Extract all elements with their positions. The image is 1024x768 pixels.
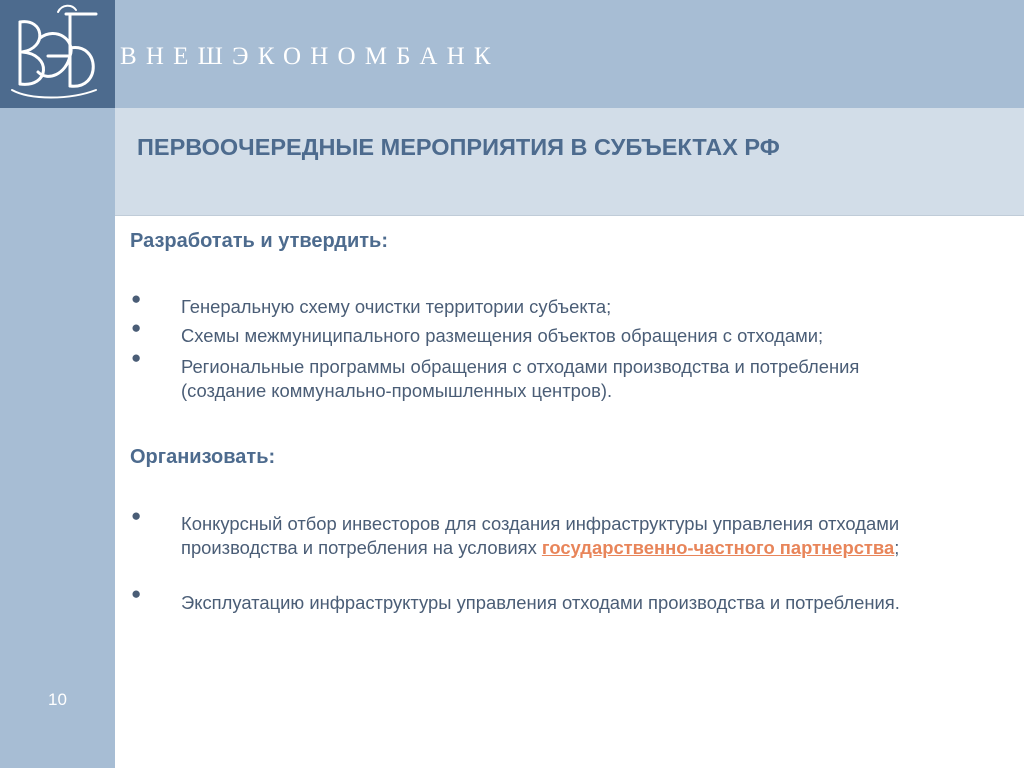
- title-band: [115, 108, 1024, 216]
- list-item: Схемы межмуниципального размещения объектов обращения с отходами;: [181, 325, 824, 346]
- ppp-link[interactable]: государственно-частного партнерства: [541, 537, 895, 558]
- list-item: Генеральную схему очистки территории субъекта;: [181, 296, 612, 317]
- section-heading-organize: Организовать:: [130, 446, 276, 468]
- bullet-icon: ●: [131, 318, 142, 337]
- bullet-icon: ●: [131, 289, 142, 308]
- slide-title: ПЕРВООЧЕРЕДНЫЕ МЕРОПРИЯТИЯ В СУБЪЕКТАХ РФ: [137, 134, 780, 160]
- page-number: 10: [48, 690, 67, 709]
- bullet-icon: ●: [131, 506, 142, 525]
- bullet-icon: ●: [131, 584, 142, 603]
- veb-monogram-icon: [0, 0, 115, 108]
- bank-logo: [0, 0, 115, 108]
- list-item-text-end: ;: [894, 537, 900, 558]
- section-heading-develop: Разработать и утвердить:: [130, 230, 388, 252]
- bank-name: ВНЕШЭКОНОМБАНК: [120, 43, 500, 70]
- list-item: Эксплуатацию инфраструктуры управления отходами производства и потребления.: [181, 592, 900, 613]
- bullet-icon: ●: [131, 348, 142, 367]
- list-item-text: Конкурсный отбор инвесторов для создания инфраструктуры управления отходами производства и потребления на условиях: [181, 513, 900, 558]
- left-sidebar-band: [0, 0, 115, 768]
- list-item: [181, 512, 981, 560]
- list-item: Региональные программы обращения с отходами производства и потребления (создание коммунально-промышленных центров).: [181, 356, 860, 401]
